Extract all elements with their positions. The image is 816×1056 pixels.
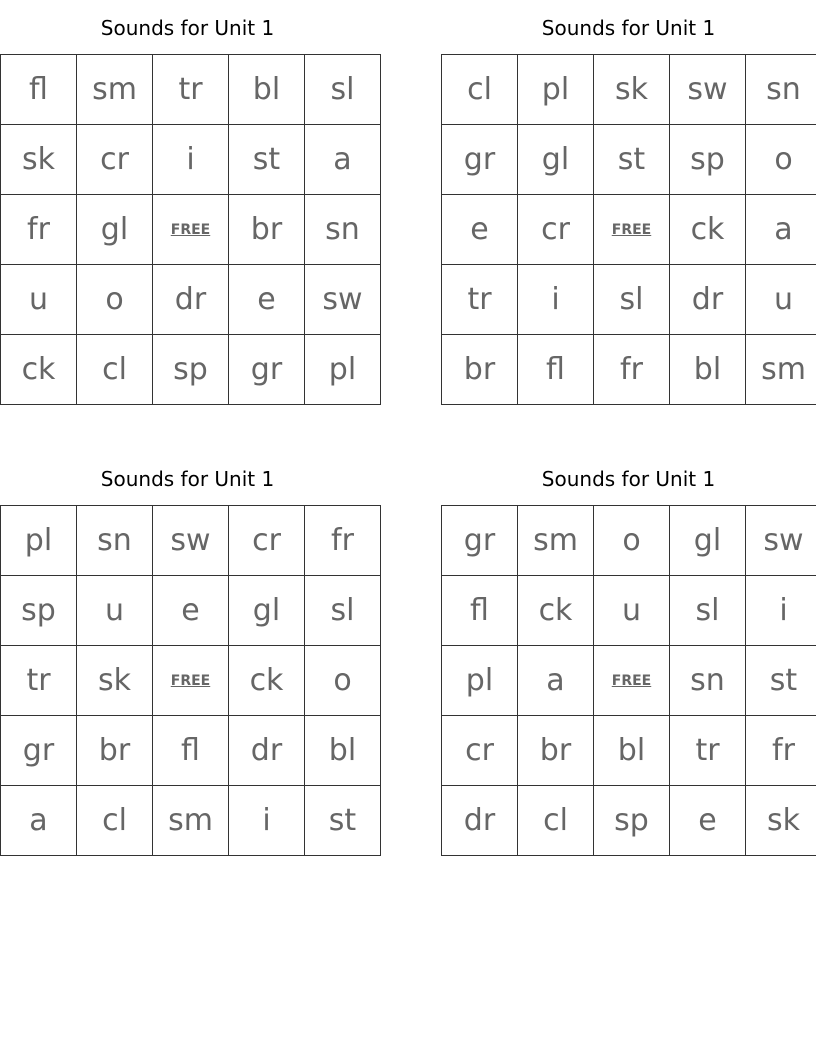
grid-cell: u — [746, 265, 816, 335]
grid-cell: a — [746, 195, 816, 265]
grid-cell: gr — [442, 506, 518, 576]
grid-cell: fr — [746, 716, 816, 786]
grid-cell: gl — [670, 506, 746, 576]
grid-cell: st — [305, 786, 381, 856]
grid-cell: pl — [518, 55, 594, 125]
grid-cell: dr — [670, 265, 746, 335]
grid-row — [442, 195, 816, 265]
grid-row — [442, 506, 816, 576]
grid-row — [1, 195, 381, 265]
grid-row — [442, 335, 816, 405]
grid-row — [442, 716, 816, 786]
grid-row — [1, 716, 381, 786]
card-title: Sounds for Unit 1 — [100, 16, 275, 40]
grid-cell: e — [153, 576, 229, 646]
grid-cell: fr — [1, 195, 77, 265]
grid-cell: sk — [77, 646, 153, 716]
grid-cell: sm — [153, 786, 229, 856]
bingo-card-1 — [0, 14, 375, 405]
grid-cell: cr — [77, 125, 153, 195]
grid-cell: ck — [229, 646, 305, 716]
grid-cell: sm — [518, 506, 594, 576]
grid-cell: o — [305, 646, 381, 716]
grid-cell: sm — [746, 335, 816, 405]
grid-cell: br — [518, 716, 594, 786]
grid-cell: tr — [153, 55, 229, 125]
free-space: FREE — [153, 646, 229, 716]
grid-cell: ck — [1, 335, 77, 405]
card-title: Sounds for Unit 1 — [100, 467, 275, 491]
grid-cell: u — [77, 576, 153, 646]
grid-row — [1, 265, 381, 335]
grid-cell: bl — [229, 55, 305, 125]
grid-cell: e — [229, 265, 305, 335]
grid-cell: ck — [670, 195, 746, 265]
grid-cell: st — [746, 646, 816, 716]
grid-cell: u — [1, 265, 77, 335]
grid-cell: sk — [594, 55, 670, 125]
grid-cell: bl — [305, 716, 381, 786]
grid-cell: st — [229, 125, 305, 195]
grid-cell: gr — [229, 335, 305, 405]
grid-row — [1, 55, 381, 125]
bingo-card-4 — [441, 465, 816, 856]
grid-cell: gl — [229, 576, 305, 646]
grid-cell: sk — [746, 786, 816, 856]
grid-cell: gl — [77, 195, 153, 265]
grid-row — [442, 265, 816, 335]
grid-cell: sw — [670, 55, 746, 125]
grid-cell: sn — [670, 646, 746, 716]
grid-cell: dr — [229, 716, 305, 786]
grid-row — [442, 646, 816, 716]
grid-row — [1, 335, 381, 405]
grid-cell: i — [229, 786, 305, 856]
grid-cell: a — [518, 646, 594, 716]
grid-cell: sl — [305, 55, 381, 125]
bingo-grid — [441, 505, 816, 856]
grid-cell: cl — [77, 786, 153, 856]
grid-cell: sl — [594, 265, 670, 335]
grid-cell: o — [594, 506, 670, 576]
grid-cell: dr — [442, 786, 518, 856]
grid-row — [442, 55, 816, 125]
grid-cell: fr — [305, 506, 381, 576]
grid-cell: sn — [746, 55, 816, 125]
grid-cell: fl — [518, 335, 594, 405]
grid-cell: dr — [153, 265, 229, 335]
bingo-card-2 — [441, 14, 816, 405]
grid-cell: cl — [518, 786, 594, 856]
grid-cell: u — [594, 576, 670, 646]
grid-cell: cl — [77, 335, 153, 405]
grid-cell: sw — [153, 506, 229, 576]
grid-cell: br — [442, 335, 518, 405]
grid-cell: fl — [153, 716, 229, 786]
grid-cell: br — [77, 716, 153, 786]
grid-cell: i — [746, 576, 816, 646]
bingo-grid — [0, 54, 381, 405]
grid-cell: fr — [594, 335, 670, 405]
grid-row — [1, 506, 381, 576]
grid-row — [1, 786, 381, 856]
card-title: Sounds for Unit 1 — [541, 467, 716, 491]
grid-cell: sl — [670, 576, 746, 646]
grid-cell: tr — [442, 265, 518, 335]
grid-cell: sp — [153, 335, 229, 405]
grid-row — [442, 576, 816, 646]
grid-cell: sp — [670, 125, 746, 195]
grid-cell: cr — [442, 716, 518, 786]
grid-cell: sl — [305, 576, 381, 646]
grid-cell: sn — [305, 195, 381, 265]
grid-cell: cl — [442, 55, 518, 125]
bingo-grid — [0, 505, 381, 856]
grid-cell: o — [746, 125, 816, 195]
grid-cell: sw — [746, 506, 816, 576]
grid-cell: a — [1, 786, 77, 856]
grid-cell: sw — [305, 265, 381, 335]
grid-cell: pl — [1, 506, 77, 576]
grid-cell: o — [77, 265, 153, 335]
free-space: FREE — [594, 646, 670, 716]
grid-cell: pl — [442, 646, 518, 716]
grid-cell: gr — [1, 716, 77, 786]
grid-cell: pl — [305, 335, 381, 405]
grid-cell: bl — [670, 335, 746, 405]
grid-cell: sn — [77, 506, 153, 576]
grid-row — [442, 125, 816, 195]
grid-cell: cr — [229, 506, 305, 576]
grid-cell: sm — [77, 55, 153, 125]
grid-row — [1, 646, 381, 716]
free-space: FREE — [153, 195, 229, 265]
grid-cell: sp — [594, 786, 670, 856]
grid-row — [442, 786, 816, 856]
grid-cell: tr — [1, 646, 77, 716]
grid-cell: e — [670, 786, 746, 856]
grid-cell: cr — [518, 195, 594, 265]
grid-cell: bl — [594, 716, 670, 786]
grid-cell: tr — [670, 716, 746, 786]
free-space: FREE — [594, 195, 670, 265]
bingo-card-3 — [0, 465, 375, 856]
grid-cell: gl — [518, 125, 594, 195]
card-title: Sounds for Unit 1 — [541, 16, 716, 40]
grid-cell: a — [305, 125, 381, 195]
grid-cell: sp — [1, 576, 77, 646]
grid-row — [1, 576, 381, 646]
grid-cell: ck — [518, 576, 594, 646]
grid-cell: i — [153, 125, 229, 195]
grid-cell: gr — [442, 125, 518, 195]
grid-cell: e — [442, 195, 518, 265]
grid-cell: st — [594, 125, 670, 195]
bingo-grid — [441, 54, 816, 405]
grid-cell: br — [229, 195, 305, 265]
grid-cell: i — [518, 265, 594, 335]
grid-row — [1, 125, 381, 195]
grid-cell: fl — [1, 55, 77, 125]
grid-cell: sk — [1, 125, 77, 195]
grid-cell: fl — [442, 576, 518, 646]
